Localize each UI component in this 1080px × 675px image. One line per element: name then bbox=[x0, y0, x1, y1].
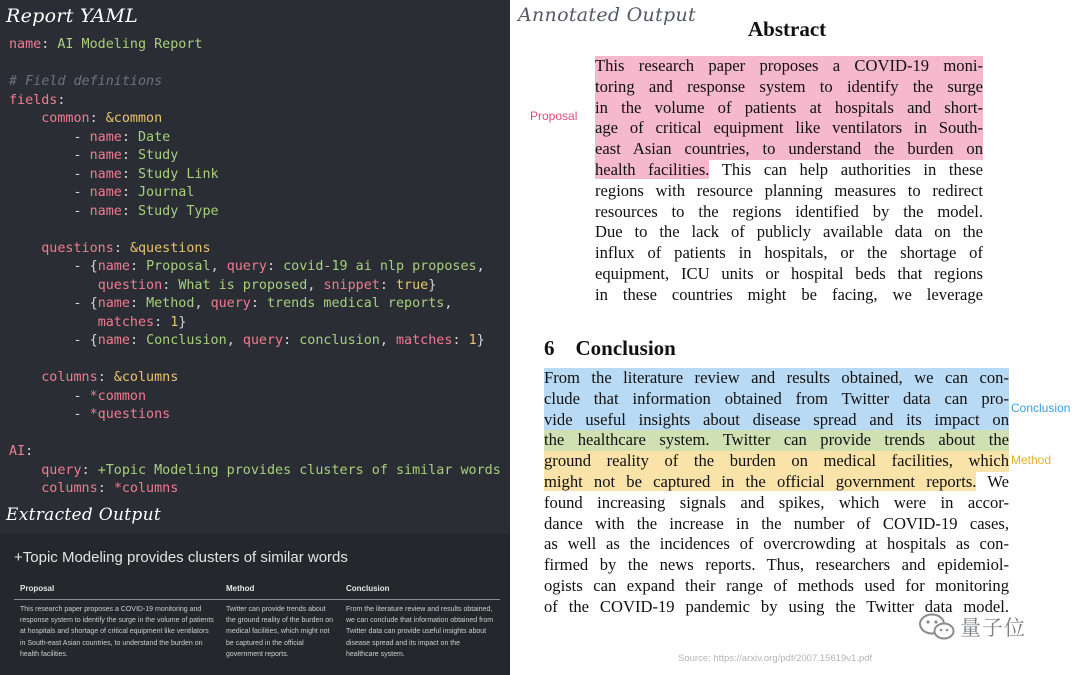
code-line bbox=[9, 184, 501, 203]
code-token: : bbox=[57, 92, 66, 108]
code-token: matches bbox=[97, 314, 155, 330]
code-token: : bbox=[129, 259, 147, 274]
code-token: 1 bbox=[468, 333, 477, 348]
conclusion-heading: 6 Conclusion bbox=[544, 336, 676, 360]
watermark-text: 量子位 bbox=[960, 616, 1026, 640]
code-token: Study Type bbox=[138, 203, 219, 219]
code-token: : bbox=[81, 462, 98, 478]
code-token: , bbox=[307, 277, 324, 293]
code-token: name bbox=[9, 37, 42, 52]
code-token: - bbox=[9, 407, 90, 422]
code-line bbox=[9, 129, 501, 148]
code-token: columns bbox=[9, 370, 98, 385]
yaml-code-block bbox=[9, 36, 501, 499]
paper-text-line: equipment, ICU units or hospital beds that regions bbox=[595, 263, 983, 283]
code-token: : bbox=[267, 259, 284, 274]
code-token: , bbox=[444, 296, 453, 311]
code-token: : bbox=[25, 444, 34, 459]
code-token: *questions bbox=[89, 407, 171, 422]
watermark bbox=[918, 612, 1026, 642]
code-token: query bbox=[210, 296, 251, 311]
code-token: : bbox=[97, 370, 114, 385]
code-token: true bbox=[396, 277, 429, 293]
paper-text-line: of the COVID-19 pandemic by using the Twitter data model. bbox=[544, 596, 1009, 616]
code-line bbox=[9, 406, 501, 425]
abstract-heading: Abstract bbox=[748, 17, 827, 41]
code-token: : bbox=[97, 481, 114, 496]
code-token: Journal bbox=[138, 185, 195, 200]
code-token: conclusion bbox=[299, 333, 380, 348]
highlighted-segment: might not be captured in the official government reports. bbox=[544, 471, 977, 491]
code-token: : bbox=[129, 333, 147, 348]
code-token: fields bbox=[9, 92, 58, 108]
code-token: name bbox=[89, 148, 122, 163]
code-token: &columns bbox=[113, 370, 179, 385]
code-token: AI Modeling Report bbox=[57, 37, 203, 52]
code-token: : bbox=[129, 296, 147, 311]
method-label: Method bbox=[1011, 453, 1052, 467]
code-token: : bbox=[121, 185, 138, 200]
code-line bbox=[9, 425, 501, 444]
code-token: - bbox=[9, 388, 90, 404]
paper-text-line: as well as the incidences of overcrowding at hospitals as con- bbox=[544, 534, 1009, 554]
paper-text-line: found increasing signals and spikes, which were in accor- bbox=[544, 492, 1009, 512]
paper-text-line: in these countries might be facing, we leverage bbox=[595, 284, 983, 304]
code-line bbox=[9, 36, 501, 55]
code-token: - bbox=[9, 185, 90, 200]
code-line bbox=[9, 110, 501, 129]
extracted-output-table bbox=[14, 580, 500, 660]
code-line bbox=[9, 443, 501, 462]
code-token: , bbox=[226, 333, 243, 348]
code-token: , bbox=[194, 296, 211, 311]
code-token: +Topic Modeling provides clusters of similar words bbox=[97, 462, 501, 478]
paper-text-line: age of critical equipment like ventilators in South- bbox=[595, 118, 983, 138]
code-line bbox=[9, 369, 501, 388]
code-token: Proposal bbox=[146, 259, 211, 274]
paper-text-line: Due to the lack of publicly available data on the bbox=[595, 222, 983, 242]
table-row bbox=[14, 600, 500, 660]
code-token: : bbox=[154, 314, 171, 330]
extracted-output-panel bbox=[0, 534, 510, 675]
code-line bbox=[9, 314, 501, 333]
paper-text-line: clude that information obtained from Twitter data can pro- bbox=[544, 388, 1009, 408]
code-token: - { bbox=[9, 296, 98, 311]
code-token: : bbox=[283, 333, 300, 348]
code-token: : bbox=[250, 296, 267, 311]
paper-text-line: This research paper proposes a COVID-19 moni- bbox=[595, 56, 983, 75]
code-token: : bbox=[162, 277, 179, 293]
code-token: Method bbox=[146, 296, 195, 311]
code-token: covid-19 ai nlp proposes bbox=[283, 259, 477, 274]
code-token: What is proposed bbox=[178, 277, 308, 293]
code-line bbox=[9, 480, 501, 499]
paper-text-line bbox=[595, 160, 983, 181]
code-token: name bbox=[89, 203, 122, 219]
code-token: : bbox=[41, 37, 58, 52]
code-token: AI bbox=[9, 444, 26, 459]
code-line bbox=[9, 332, 501, 351]
wechat-logo-icon bbox=[918, 612, 956, 642]
plain-segment: This can help authorities in these bbox=[709, 159, 983, 179]
code-token: - bbox=[9, 129, 90, 145]
extracted-output-title: Extracted Output bbox=[6, 505, 161, 525]
code-line bbox=[9, 277, 501, 296]
code-line bbox=[9, 295, 501, 314]
code-line bbox=[9, 388, 501, 407]
code-token: : bbox=[121, 166, 138, 182]
code-token: - bbox=[9, 166, 90, 182]
code-token: matches bbox=[396, 333, 453, 348]
annotated-output-title: Annotated Output bbox=[518, 4, 696, 26]
code-token: Study bbox=[138, 148, 179, 163]
code-line bbox=[9, 351, 501, 370]
source-citation: Source: https://arxiv.org/pdf/2007.15619v1.pdf bbox=[678, 653, 873, 664]
code-line bbox=[9, 73, 501, 92]
code-token: columns bbox=[9, 481, 98, 496]
code-line bbox=[9, 258, 501, 277]
code-line bbox=[9, 55, 501, 74]
code-token: *common bbox=[89, 388, 147, 404]
plain-segment: We bbox=[976, 471, 1009, 491]
annotated-output-panel bbox=[510, 0, 1080, 675]
yaml-panel bbox=[0, 0, 510, 675]
code-token: query bbox=[242, 333, 284, 348]
code-token: name bbox=[89, 166, 122, 182]
paper-text-line: firmed by the news reports. Thus, researchers and epidemiol- bbox=[544, 555, 1009, 575]
paper-text-line: ground reality of the burden on medical facilities, which bbox=[544, 451, 1009, 471]
extracted-output-heading: +Topic Modeling provides clusters of similar words bbox=[14, 549, 348, 566]
code-token: } bbox=[178, 314, 187, 330]
code-line bbox=[9, 221, 501, 240]
code-token: trends medical reports bbox=[267, 296, 445, 311]
code-token: # Field definitions bbox=[9, 74, 163, 89]
code-token: , bbox=[476, 259, 485, 274]
code-token: query bbox=[9, 462, 82, 478]
paper-text-line: resources to the regions identified by the model. bbox=[595, 201, 983, 221]
paper-text-line: in the volume of patients at hospitals and short- bbox=[595, 97, 983, 117]
code-token: Conclusion bbox=[146, 333, 227, 348]
code-token: } bbox=[428, 277, 437, 293]
code-token: name bbox=[89, 129, 122, 145]
paper-text-line bbox=[544, 472, 1009, 493]
code-line bbox=[9, 166, 501, 185]
proposal-label: Proposal bbox=[530, 109, 578, 123]
conclusion-label: Conclusion bbox=[1011, 401, 1071, 415]
table-cell-conclusion: From the literature review and results obtained, we can conclude that information obtained from Twitter data can provide useful insights about disease spread and its impact on the healthcare system. bbox=[346, 606, 494, 658]
code-token: : bbox=[121, 129, 138, 145]
table-cell-proposal: This research paper proposes a COVID-19 monitoring and response system to identify the surge in the volume of patients at hospitals and shortage of critical equipment like ventilators in South-east Asian countries, to understand the burden on health facilities. bbox=[20, 606, 214, 658]
yaml-panel-title: Report YAML bbox=[6, 5, 139, 27]
code-token: 1 bbox=[170, 314, 179, 330]
code-token: *columns bbox=[113, 481, 179, 496]
code-line bbox=[9, 240, 501, 259]
code-token: Date bbox=[138, 129, 171, 145]
code-token: : bbox=[121, 203, 138, 219]
table-header-proposal: Proposal bbox=[20, 584, 55, 593]
paper-text-line: vide useful insights about disease spread and its impact on bbox=[544, 409, 1009, 429]
code-line bbox=[9, 92, 501, 111]
paper-text-line: influx of patients in hospitals, or the shortage of bbox=[595, 243, 983, 263]
code-line bbox=[9, 203, 501, 222]
code-token: - bbox=[9, 148, 90, 163]
paper-text-line: east Asian countries, to understand the burden on bbox=[595, 139, 983, 159]
code-token: snippet bbox=[323, 277, 380, 293]
table-header-row bbox=[14, 580, 500, 600]
code-token: , bbox=[210, 259, 227, 274]
code-token: } bbox=[476, 333, 485, 348]
code-token: : bbox=[113, 240, 130, 256]
code-line bbox=[9, 462, 501, 481]
conclusion-text bbox=[544, 368, 1009, 618]
table-header-conclusion: Conclusion bbox=[346, 584, 390, 593]
code-token: : bbox=[121, 148, 138, 163]
code-token: , bbox=[379, 333, 396, 348]
code-token: common bbox=[9, 111, 90, 126]
paper-text-line: From the literature review and results obtained, we can con- bbox=[544, 368, 1009, 387]
code-token: Study Link bbox=[138, 166, 219, 182]
code-token bbox=[9, 278, 98, 293]
code-token: - { bbox=[9, 333, 98, 348]
code-token bbox=[9, 315, 98, 330]
code-token: &common bbox=[105, 111, 163, 126]
code-token: name bbox=[97, 296, 130, 311]
code-token: - { bbox=[9, 259, 98, 274]
paper-text-line: toring and response system to identify the surge bbox=[595, 76, 983, 96]
paper-text-line: regions with resource planning measures to redirect bbox=[595, 180, 983, 200]
code-token: : bbox=[452, 333, 469, 348]
code-token: name bbox=[97, 333, 130, 348]
code-token: : bbox=[379, 277, 396, 293]
table-cell-method: Twitter can provide trends about the ground reality of the burden on medical facilities, which might not be captured in the official government reports. bbox=[226, 606, 334, 658]
code-token: : bbox=[89, 111, 106, 126]
code-line bbox=[9, 147, 501, 166]
paper-text-line: dance with the increase in the number of COVID-19 cases, bbox=[544, 513, 1009, 533]
code-token: - bbox=[9, 203, 90, 219]
code-token: query bbox=[226, 259, 267, 274]
paper-text-line: the healthcare system. Twitter can provide trends about the bbox=[544, 430, 1009, 450]
code-token: &questions bbox=[129, 240, 211, 256]
highlighted-segment: health facilities. bbox=[595, 159, 710, 179]
code-token: name bbox=[89, 185, 122, 200]
table-header-method: Method bbox=[226, 584, 255, 593]
code-token: question bbox=[97, 277, 163, 293]
paper-text-line: ogists can expand their range of methods used for monitoring bbox=[544, 575, 1009, 595]
code-token: name bbox=[97, 259, 130, 274]
code-token: questions bbox=[9, 240, 114, 256]
abstract-text bbox=[595, 56, 983, 306]
